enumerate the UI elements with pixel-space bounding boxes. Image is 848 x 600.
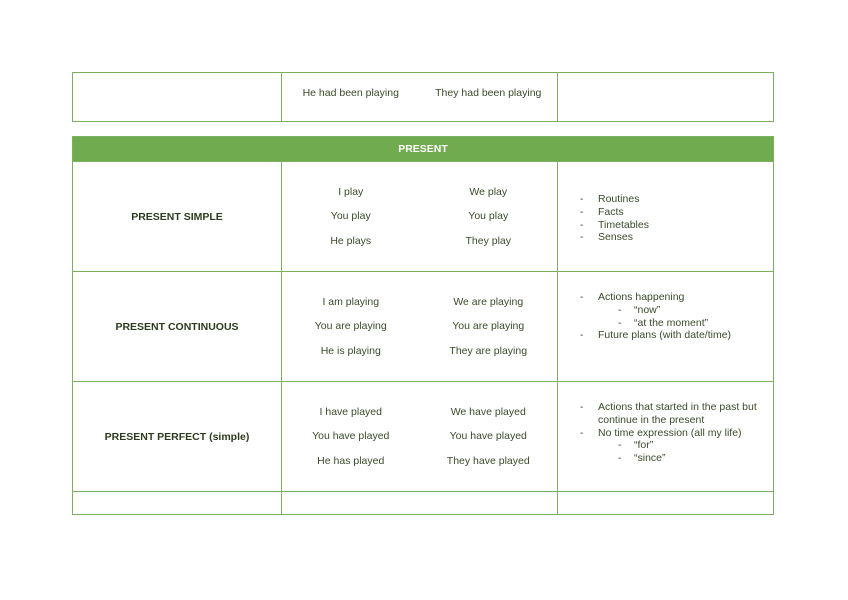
use-item: - Facts <box>580 206 773 219</box>
conjugation-form: They had been playing <box>435 86 542 99</box>
use-item: - Actions that started in the past but continue in the present <box>580 401 769 427</box>
conjugation-form: You have played <box>449 430 527 443</box>
conjugation-form: He had been playing <box>302 86 399 99</box>
conjugation-form: You play <box>330 210 371 223</box>
uses-list <box>580 401 769 465</box>
use-item: - Actions happening <box>580 291 773 304</box>
uses-cell <box>558 492 773 514</box>
use-subitem: - “now” <box>580 304 773 317</box>
table-row <box>73 491 773 514</box>
tense-name: PRESENT SIMPLE <box>131 210 223 223</box>
conjugation-form: He plays <box>330 234 372 247</box>
conjugation-form: They are playing <box>449 344 528 357</box>
singular-column <box>282 272 420 381</box>
use-item: - Senses <box>580 231 773 244</box>
uses-cell <box>558 272 773 381</box>
conjugation-form: I have played <box>319 405 382 418</box>
conjugation-form: You play <box>468 210 509 223</box>
uses-cell <box>558 162 773 271</box>
tense-name: PRESENT CONTINUOUS <box>115 320 239 333</box>
table-row <box>73 381 773 491</box>
use-item: - Routines <box>580 193 773 206</box>
uses-cell <box>558 73 773 121</box>
table-row <box>73 271 773 381</box>
tense-cell <box>73 73 282 121</box>
previous-tense-table <box>72 72 774 122</box>
table-row <box>73 73 773 121</box>
plural-column <box>420 272 558 381</box>
uses-list <box>580 193 773 244</box>
tense-cell <box>73 492 282 514</box>
conjugation-form: You have played <box>312 430 390 443</box>
conjugation-cell <box>282 492 558 514</box>
conjugation-form: We play <box>469 185 508 198</box>
conjugation-form: He is playing <box>320 344 381 357</box>
use-subitem: - “for” <box>580 439 769 452</box>
conjugation-form: We are playing <box>453 295 524 308</box>
use-subitem: - “since” <box>580 452 769 465</box>
conjugation-form: You are playing <box>452 320 525 333</box>
singular-column <box>282 162 420 271</box>
use-item: - Future plans (with date/time) <box>580 329 773 342</box>
present-tense-table <box>72 136 774 515</box>
use-subitem: - “at the moment” <box>580 317 773 330</box>
plural-column <box>420 162 558 271</box>
conjugation-form: They have played <box>446 454 530 467</box>
conjugation-form: He has played <box>317 454 385 467</box>
conjugation-cell <box>282 382 558 491</box>
table-row <box>73 161 773 271</box>
singular-column <box>282 65 420 121</box>
conjugation-form: I am playing <box>322 295 380 308</box>
conjugation-form: I play <box>338 185 364 198</box>
conjugation-form: We have played <box>450 405 526 418</box>
plural-column <box>420 65 558 121</box>
uses-cell <box>558 382 773 491</box>
use-item: - Timetables <box>580 219 773 232</box>
singular-column <box>282 382 420 491</box>
section-header: PRESENT <box>73 137 773 161</box>
conjugation-form: They play <box>465 234 512 247</box>
uses-list <box>580 291 773 342</box>
use-item: - No time expression (all my life) <box>580 427 769 440</box>
tense-cell <box>73 272 282 381</box>
tense-name: PRESENT PERFECT (simple) <box>104 430 250 443</box>
tense-cell <box>73 162 282 271</box>
conjugation-cell <box>282 162 558 271</box>
conjugation-cell <box>282 272 558 381</box>
conjugation-form: You are playing <box>314 320 387 333</box>
plural-column <box>420 382 558 491</box>
conjugation-cell <box>282 73 558 121</box>
tense-cell <box>73 382 282 491</box>
